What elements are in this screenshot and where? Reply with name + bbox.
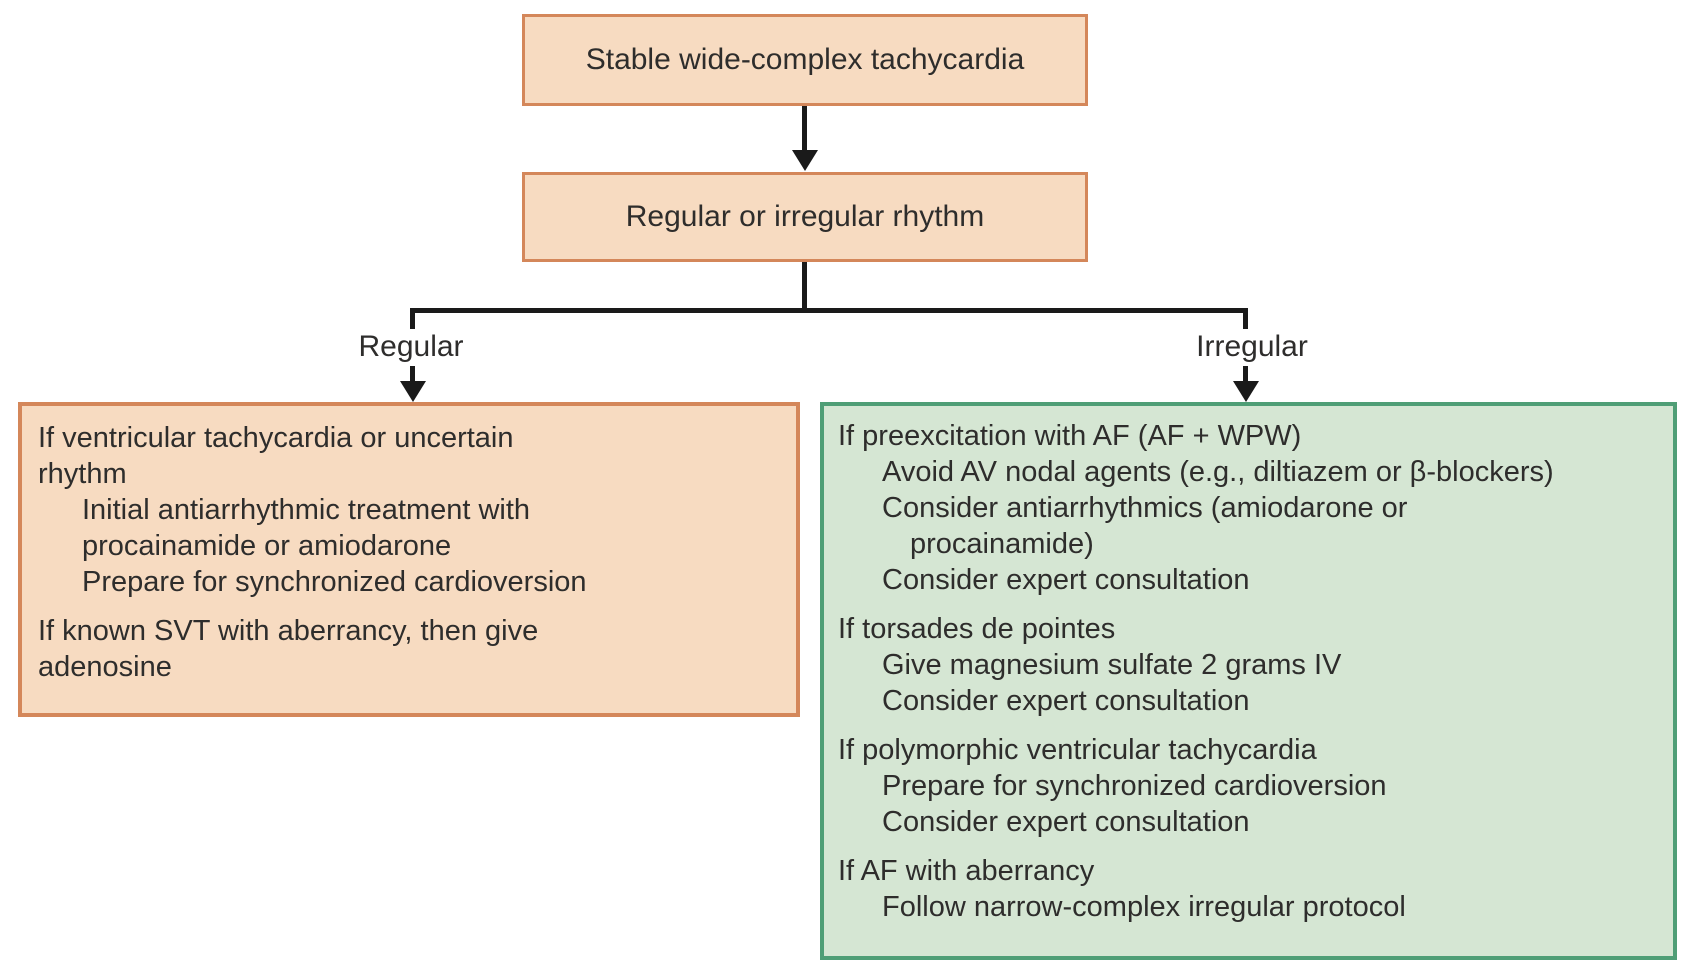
- text-line: Consider expert consultation: [882, 564, 1250, 596]
- text-line: Give magnesium sulfate 2 grams IV: [882, 649, 1342, 681]
- branch-left-tick: [410, 308, 415, 329]
- text-line: procainamide or amiodarone: [82, 530, 452, 562]
- branch-right-tick: [1243, 308, 1248, 329]
- text-line: adenosine: [38, 651, 172, 683]
- text-line: Consider antiarrhythmics (amiodarone or: [882, 492, 1408, 524]
- text-line: If ventricular tachycardia or uncertain: [38, 422, 514, 454]
- text-line: If polymorphic ventricular tachycardia: [838, 734, 1317, 766]
- text-line: procainamide): [910, 528, 1094, 560]
- text-line: Prepare for synchronized cardioversion: [82, 566, 587, 598]
- text-line: Consider expert consultation: [882, 685, 1250, 717]
- text-line: If AF with aberrancy: [838, 855, 1095, 887]
- decision-node-label: Regular or irregular rhythm: [625, 200, 985, 233]
- text-line: Follow narrow-complex irregular protocol: [882, 891, 1406, 923]
- regular-branch-label: Regular: [358, 330, 464, 363]
- text-line: Consider expert consultation: [882, 806, 1250, 838]
- irregular-outcome-box: [820, 402, 1677, 960]
- branch-stem-line: [802, 262, 807, 313]
- arrow-down-icon: [1233, 381, 1259, 402]
- text-line: If preexcitation with AF (AF + WPW): [838, 420, 1302, 452]
- arrow-down-icon: [792, 150, 818, 171]
- text-line: If known SVT with aberrancy, then give: [38, 615, 539, 647]
- regular-outcome-box: [18, 402, 800, 717]
- text-line: Avoid AV nodal agents (e.g., diltiazem or β-blockers): [882, 456, 1554, 488]
- arrow-down-icon: [400, 381, 426, 402]
- start-node-label: Stable wide-complex tachycardia: [585, 43, 1025, 76]
- connector-start-to-decision-line: [802, 106, 807, 152]
- irregular-branch-label: Irregular: [1196, 330, 1308, 363]
- start-node-stable-wide-complex-tachycardia: [522, 14, 1088, 106]
- decision-node-regular-or-irregular-rhythm: [522, 172, 1088, 262]
- branch-horizontal-line: [410, 308, 1248, 313]
- text-line: Prepare for synchronized cardioversion: [882, 770, 1387, 802]
- text-line: If torsades de pointes: [838, 613, 1116, 645]
- text-line: Initial antiarrhythmic treatment with: [82, 494, 531, 526]
- text-line: rhythm: [38, 458, 127, 490]
